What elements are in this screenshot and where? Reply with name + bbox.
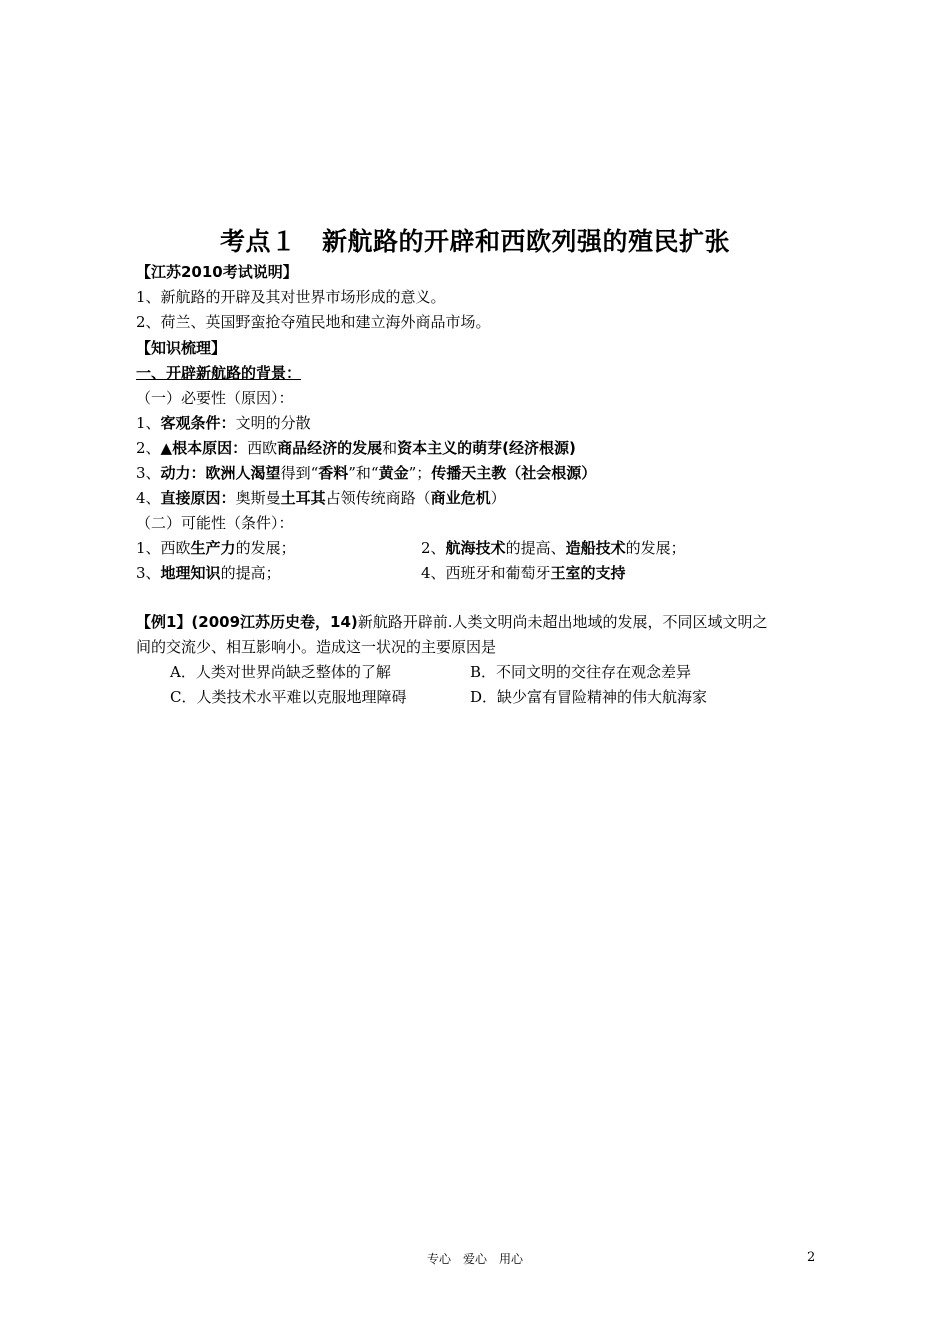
section-exam-heading: 【江苏2010考试说明】 [136,263,298,281]
item-bold-text: 地理知识 [160,564,221,582]
item-number: 3、 [136,464,161,482]
item-bold-text: 王室的支持 [550,564,626,582]
item-bold-text: 航海技术 [445,539,506,557]
background-heading: 一、开辟新航路的背景： [136,364,302,382]
possibility-item-1 [136,538,296,558]
item-number: 2、 [421,539,446,557]
item-number: 3、 [136,564,161,582]
item-text: 的提高、 [505,539,566,557]
item-text: 4、西班牙和葡萄牙 [421,564,551,582]
item-bold-text: 造船技术 [565,539,626,557]
option-a: A．人类对世界尚缺乏整体的了解 [170,663,391,681]
exam-item-2: 2、荷兰、英国野蛮抢夺殖民地和建立海外商品市场。 [136,313,491,331]
page-title: 考点１ 新航路的开辟和西欧列强的殖民扩张 [219,227,730,256]
item-text: 1、西欧 [136,539,191,557]
item-text: 和 [382,439,398,457]
item-bold-text: 商品经济的发展 [277,439,383,457]
item-text: 奥斯曼 [235,489,281,507]
item-bold-text: 香料 [318,464,349,482]
example-label: 【例1】(2009江苏历史卷，14) [136,613,358,631]
section-knowledge-heading: 【知识梳理】 [136,339,227,357]
item-text: 的提高； [220,564,281,582]
item-label: 直接原因： [160,489,236,507]
page-footer: 专心 爱心 用心 [426,1252,523,1266]
item-bold-text: 土耳其 [280,489,326,507]
option-d: D．缺少富有冒险精神的伟大航海家 [470,688,708,706]
item-number: 4、 [136,489,161,507]
item-bold-text: 资本主义的萌芽(经济根源) [397,439,576,457]
item-bold-text: 传播天主教（社会根源） [431,464,597,482]
option-c: C．人类技术水平难以克服地理障碍 [170,688,407,706]
item-text: 占领传统商路（ [325,489,431,507]
item-bold-text: 黄金 [378,464,409,482]
item-text: ） [490,489,506,507]
possibility-item-2 [421,538,686,558]
item-label: 客观条件： [160,414,236,432]
item-text: 西欧 [247,439,278,457]
option-b: B．不同文明的交往存在观念差异 [470,663,692,681]
item-text: ”和“ [348,464,379,482]
item-text: 的发展； [625,539,686,557]
item-label: 动力：欧洲人渴望 [160,464,281,482]
item-bold-text: 生产力 [190,539,236,557]
item-label: ▲根本原因： [160,439,248,457]
possibility-subheading: （二）可能性（条件）： [136,514,294,532]
example-text: 新航路开辟前.人类文明尚未超出地域的发展，不同区域文明之 [357,613,768,631]
example-question [136,612,768,632]
necessity-item-2 [136,438,576,458]
necessity-item-1 [136,413,311,433]
necessity-item-4 [136,488,506,508]
exam-item-1: 1、新航路的开辟及其对世界市场形成的意义。 [136,288,446,306]
necessity-item-3 [136,463,596,483]
item-text: 得到“ [280,464,319,482]
item-number: 2、 [136,439,161,457]
example-question-line-2: 间的交流少、相互影响小。造成这一状况的主要原因是 [136,638,497,656]
page-number: 2 [807,1250,816,1265]
possibility-item-4 [421,563,626,583]
item-text: 文明的分散 [235,414,311,432]
possibility-item-3 [136,563,281,583]
necessity-subheading: （一）必要性（原因）： [136,389,294,407]
item-number: 1、 [136,414,161,432]
item-text: ”； [408,464,432,482]
item-text: 的发展； [235,539,296,557]
item-bold-text: 商业危机 [430,489,491,507]
